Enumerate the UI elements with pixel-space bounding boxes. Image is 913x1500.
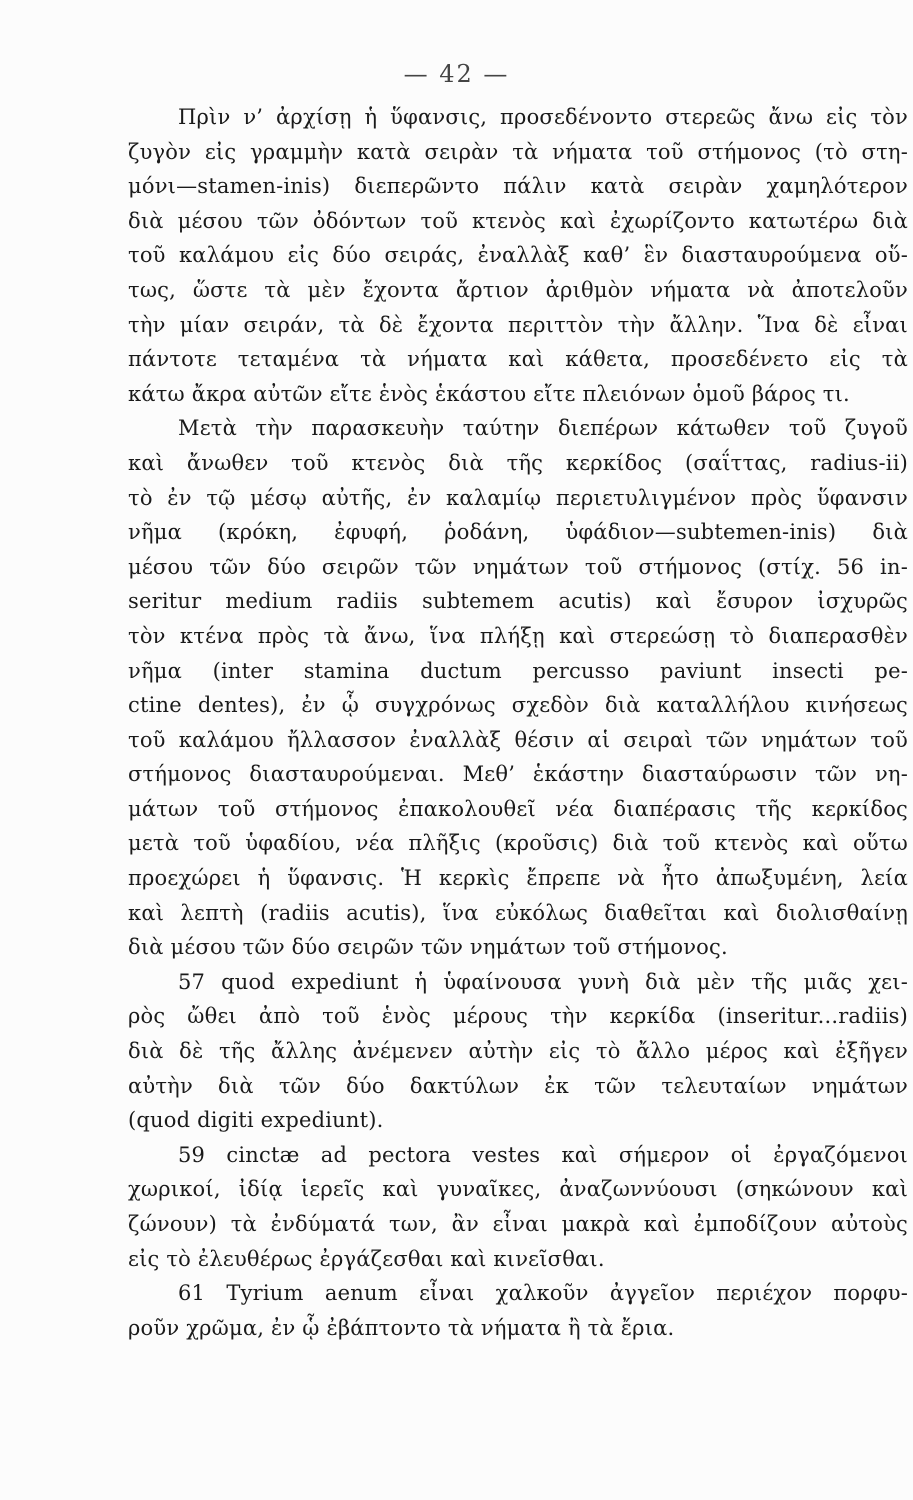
text-line: διὰ δὲ τῆς ἄλλης ἀνέμενεν αὐτὴν εἰς τὸ ἄλλο μέρος καὶ ἐξῆγεν	[128, 1039, 908, 1064]
text-line: νῆμα (inter stamina ductum percusso paviunt insecti pe-	[128, 658, 908, 683]
text-line: κάτω ἄκρα αὐτῶν εἴτε ἑνὸς ἑκάστου εἴτε πλειόνων ὁμοῦ βάρος τι.	[128, 381, 850, 406]
text-line: αὐτὴν διὰ τῶν δύο δακτύλων ἐκ τῶν τελευταίων νημάτων	[128, 1073, 908, 1098]
text-line: 59 cinctæ ad pectora vestes καὶ σήμερον οἱ ἐργαζόμενοι	[178, 1142, 908, 1167]
text-line: ρὸς ὤθει ἀπὸ τοῦ ἑνὸς μέρους τὴν κερκίδα (inseritur...radiis)	[128, 1004, 908, 1029]
text-line: διὰ μέσου τῶν δύο σειρῶν τῶν νημάτων τοῦ στήμονος.	[128, 935, 728, 960]
text-line: 61 Tyrium aenum εἶναι χαλκοῦν ἀγγεῖον περιέχον πορφυ-	[178, 1281, 908, 1306]
text-line: ctine dentes), ἐν ᾧ συγχρόνως σχεδὸν διὰ καταλλήλου κινήσεως	[128, 693, 908, 718]
text-line: προεχώρει ἡ ὕφανσις. Ἡ κερκὶς ἔπρεπε νὰ ἦτο ἀπωξυμένη, λεία	[128, 866, 908, 891]
text-line: πάντοτε τεταμένα τὰ νήματα καὶ κάθετα, προσεδένετο εἰς τὰ	[128, 347, 908, 372]
text-line: τὴν μίαν σειράν, τὰ δὲ ἔχοντα περιττὸν τὴν ἄλλην. Ἵνα δὲ εἶναι	[128, 312, 908, 337]
text-line: (quod digiti expediunt).	[128, 1108, 384, 1133]
body-text	[128, 100, 908, 1345]
text-line: τοῦ καλάμου ἤλλασσον ἐναλλὰξ θέσιν αἱ σειραὶ τῶν νημάτων τοῦ	[128, 727, 908, 752]
text-line: Πρὶν ν’ ἀρχίσῃ ἡ ὕφανσις, προσεδένοντο στερεῶς ἄνω εἰς τὸν	[178, 105, 908, 129]
text-line: seritur medium radiis subtemem acutis) καὶ ἔσυρον ἰσχυρῶς	[128, 589, 908, 614]
page-number: — 42 —	[403, 60, 510, 88]
text-line: διὰ μέσου τῶν ὀδόντων τοῦ κτενὸς καὶ ἐχωρίζοντο κατωτέρω διὰ	[128, 208, 908, 233]
text-line: μάτων τοῦ στήμονος ἐπακολουθεῖ νέα διαπέρασις τῆς κερκίδος	[128, 796, 908, 821]
text-line: μετὰ τοῦ ὑφαδίου, νέα πλῆξις (κροῦσις) διὰ τοῦ κτενὸς καὶ οὕτω	[128, 831, 908, 856]
text-line: Μετὰ τὴν παρασκευὴν ταύτην διεπέρων κάτωθεν τοῦ ζυγοῦ	[178, 416, 908, 441]
text-line: καὶ ἄνωθεν τοῦ κτενὸς διὰ τῆς κερκίδος (σαΐττας, radius-ii)	[128, 450, 908, 475]
text-line: χωρικοί, ἰδίᾳ ἱερεῖς καὶ γυναῖκες, ἀναζωννύουσι (σηκώνουν καὶ	[128, 1177, 908, 1202]
text-line: μόνι—stamen-inis) διεπερῶντο πάλιν κατὰ σειρὰν χαμηλότερον	[128, 174, 908, 199]
text-line: νῆμα (κρόκη, ἐφυφή, ῥοδάνη, ὑφάδιον—subtemen-inis) διὰ	[128, 520, 908, 545]
text-line: 57 quod expediunt ἡ ὑφαίνουσα γυνὴ διὰ μὲν τῆς μιᾶς χει-	[178, 969, 908, 994]
text-line: ζυγὸν εἰς γραμμὴν κατὰ σειρὰν τὰ νήματα τοῦ στήμονος (τὸ στη-	[128, 139, 908, 164]
text-line: στήμονος διασταυρούμεναι. Μεθ’ ἑκάστην διασταύρωσιν τῶν νη-	[128, 762, 908, 787]
text-line: τως, ὥστε τὰ μὲν ἔχοντα ἄρτιον ἀριθμὸν νήματα νὰ ἀποτελοῦν	[128, 277, 908, 302]
text-line: τὸ ἐν τῷ μέσῳ αὐτῆς, ἐν καλαμίῳ περιετυλιγμένον πρὸς ὕφανσιν	[128, 485, 908, 510]
text-line: τὸν κτένα πρὸς τὰ ἄνω, ἵνα πλήξῃ καὶ στερεώσῃ τὸ διαπερασθὲν	[128, 623, 908, 648]
text-line: ζώνουν) τὰ ἐνδύματά των, ἂν εἶναι μακρὰ καὶ ἐμποδίζουν αὐτοὺς	[128, 1212, 908, 1236]
text-line: μέσου τῶν δύο σειρῶν τῶν νημάτων τοῦ στήμονος (στίχ. 56 in-	[128, 554, 908, 579]
text-line: τοῦ καλάμου εἰς δύο σειράς, ἐναλλὰξ καθ’ ἓν διασταυρούμενα οὕ-	[128, 243, 908, 268]
text-line: καὶ λεπτὴ (radiis acutis), ἵνα εὐκόλως διαθεῖται καὶ διολισθαίνῃ	[128, 900, 908, 925]
text-line: ροῦν χρῶμα, ἐν ᾧ ἐβάπτοντο τὰ νήματα ἢ τὰ ἔρια.	[128, 1315, 675, 1340]
text-line: εἰς τὸ ἐλευθέρως ἐργάζεσθαι καὶ κινεῖσθαι.	[128, 1246, 605, 1271]
